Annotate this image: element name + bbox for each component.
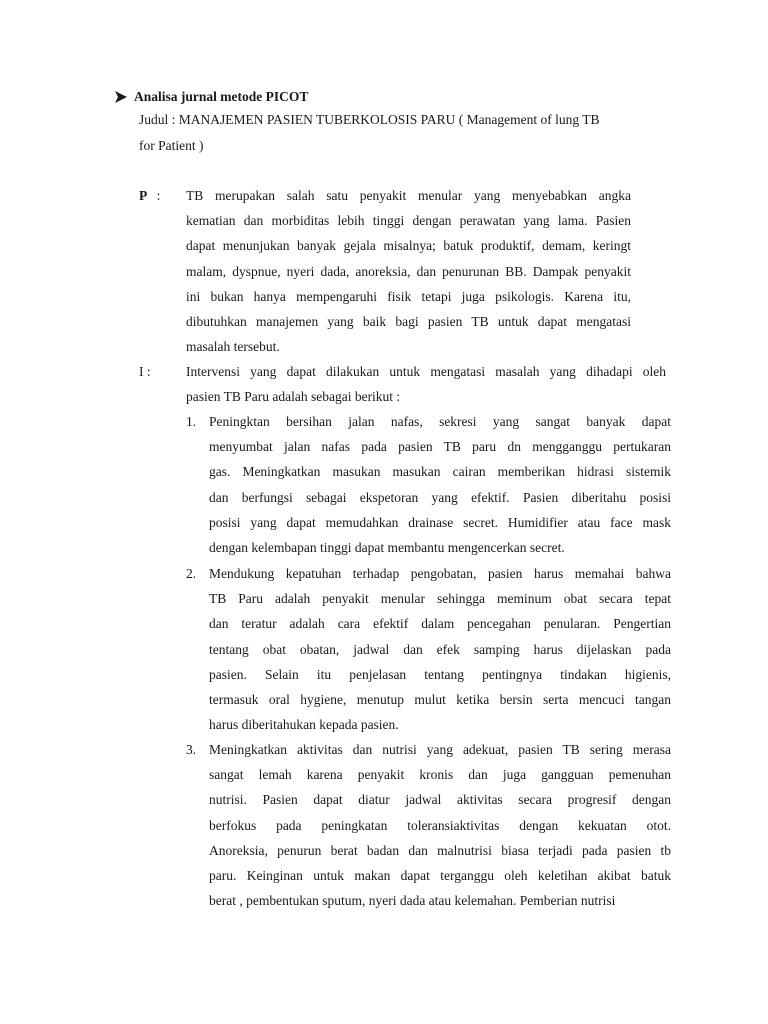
list-item-text-line: TB Paru adalah penyakit menular sehingga meminum obat secara tepat (209, 591, 671, 607)
list-item-text-line: tentang obat obatan, jadwal dan efek samping harus dijelaskan pada (209, 641, 671, 657)
list-item-text-line: posisi yang dapat memudahkan drainase secret. Humidifier atau face mask (209, 514, 671, 530)
p-letter: P (139, 188, 148, 203)
i-text-line: pasien TB Paru adalah sebagai berikut : (186, 389, 401, 405)
p-text-line: masalah tersebut. (186, 339, 280, 355)
list-item-number: 2. (186, 566, 197, 581)
judul-line-1: Judul : MANAJEMEN PASIEN TUBERKOLOSIS PARU ( Management of lung TB (139, 112, 600, 127)
p-text-line: TB merupakan salah satu penyakit menular yang menyebabkan angka (186, 188, 631, 203)
list-item-text-line: pasien. Selain itu penjelasan tentang pentingnya tindakan higienis, (209, 666, 671, 682)
i-text-line: Intervensi yang dapat dilakukan untuk mengatasi masalah yang dihadapi oleh (186, 364, 666, 379)
heading-row (114, 86, 308, 108)
list-item-text-line: Mendukung kepatuhan terhadap pengobatan, pasien harus memahai bahwa (209, 566, 671, 581)
list-item-text-line: berfokus pada peningkatan toleransiaktivitas dengan kekuatan otot. (209, 817, 671, 833)
list-item-text-line: dan teratur adalah cara efektif dalam pencegahan penularan. Pengertian (209, 616, 671, 632)
list-item-text-line: Meningkatkan aktivitas dan nutrisi yang adekuat, pasien TB sering merasa (209, 742, 671, 757)
list-item-text-line: dan berfungsi sebagai ekspetoran yang efektif. Pasien diberitahu posisi (209, 489, 671, 505)
document-heading: Analisa jurnal metode PICOT (134, 89, 309, 104)
list-item-text-line: menyumbat jalan nafas pada pasien TB paru dn mengganggu pertukaran (209, 439, 671, 455)
list-item-text-line: gas. Meningkatkan masukan masukan cairan memberikan hidrasi sistemik (209, 464, 671, 480)
list-item-text-line: harus diberitahukan kepada pasien. (209, 717, 399, 733)
list-item-text-line: termasuk oral hygiene, menutup mulut ketika bersin serta mencuci tangan (209, 692, 671, 707)
list-item-text-line: Peningktan bersihan jalan nafas, sekresi yang sangat banyak dapat (209, 414, 671, 429)
p-separator: : (156, 188, 161, 203)
p-text-line: malam, dyspnue, nyeri dada, anoreksia, dan penurunan BB. Dampak penyakit (186, 263, 631, 279)
list-item-text-line: paru. Keinginan untuk makan dapat terganggu oleh keletihan akibat batuk (209, 868, 671, 883)
p-text-line: dapat menunjukan banyak gejala misalnya; batuk produktif, demam, keringt (186, 238, 631, 254)
judul-line-2: for Patient ) (139, 138, 204, 153)
list-item-number: 3. (186, 742, 197, 757)
list-item-text-line: dengan kelembapan tinggi dapat membantu mengencerkan secret. (209, 540, 565, 555)
list-item-text-line: Anoreksia, penurun berat badan dan malnutrisi biasa terjadi pada pasien tb (209, 842, 671, 858)
p-label (139, 185, 160, 207)
p-text-line: kematian dan morbiditas lebih tinggi dengan perawatan yang lama. Pasien (186, 213, 631, 229)
list-item-text-line: nutrisi. Pasien dapat diatur jadwal aktivitas secara progresif dengan (209, 792, 671, 808)
arrow-bullet-icon (114, 90, 134, 104)
p-text-line: dibutuhkan manajemen yang baik bagi pasien TB untuk dapat mengatasi (186, 314, 631, 329)
list-item-text-line: berat , pembentukan sputum, nyeri dada atau kelemahan. Pemberian nutrisi (209, 893, 616, 909)
p-text-line: ini bukan hanya mempengaruhi fisik tetapi juga psikologis. Karena itu, (186, 288, 631, 304)
list-item-number: 1. (186, 414, 197, 429)
list-item-text-line: sangat lemah karena penyakit kronis dan juga gangguan pemenuhan (209, 767, 671, 783)
i-label: I : (139, 364, 151, 379)
